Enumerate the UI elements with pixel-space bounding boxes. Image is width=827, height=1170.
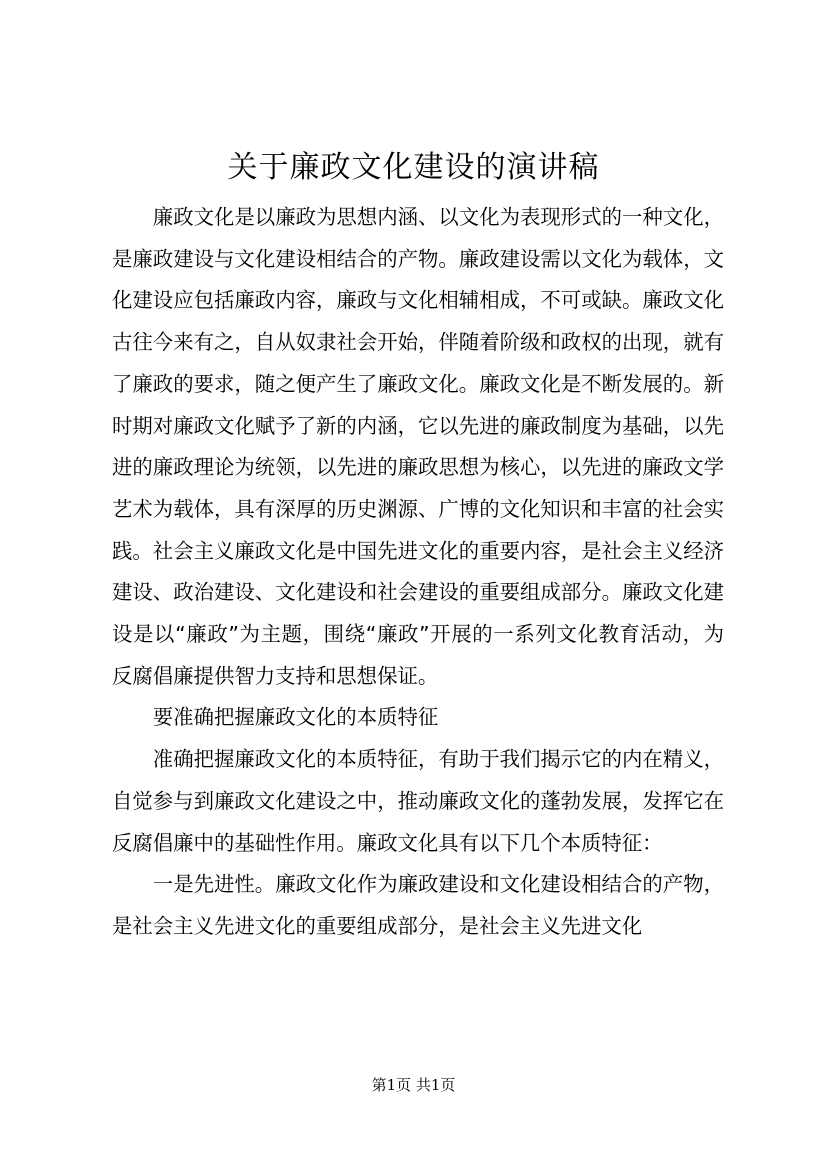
paragraph: 准确把握廉政文化的本质特征，有助于我们揭示它的内在精义，自觉参与到廉政文化建设之中，推动廉政文化的蓬勃发展，发挥它在反腐倡廉中的基础性作用。廉政文化具有以下几个本质特征：	[112, 747, 724, 855]
page-footer: 第1页 共1页	[371, 1076, 456, 1094]
document-body	[112, 197, 724, 948]
paragraph: 一是先进性。廉政文化作为廉政建设和文化建设相结合的产物，是社会主义先进文化的重要组成部分，是社会主义先进文化	[112, 872, 724, 938]
paragraph: 廉政文化是以廉政为思想内涵、以文化为表现形式的一种文化，是廉政建设与文化建设相结合的产物。廉政建设需以文化为载体，文化建设应包括廉政内容，廉政与文化相辅相成，不可或缺。廉政文化古往今来有之，自从奴隶社会开始，伴随着阶级和政权的出现，就有了廉政的要求，随之便产生了廉政文化。廉政文化是不断发展的。新时期对廉政文化赋予了新的内涵，它以先进的廉政制度为基础，以先进的廉政理论为统领，以先进的廉政思想为核心，以先进的廉政文学艺术为载体，具有深厚的历史渊源、广博的文化知识和丰富的社会实践。社会主义廉政文化是中国先进文化的重要内容，是社会主义经济建设、政治建设、文化建设和社会建设的重要组成部分。廉政文化建设是以“廉政”为主题，围绕“廉政”开展的一系列文化教育活动，为反腐倡廉提供智力支持和思想保证。	[112, 205, 724, 688]
document-title: 关于廉政文化建设的演讲稿	[227, 150, 600, 185]
section-heading: 要准确把握廉政文化的本质特征	[152, 705, 439, 730]
